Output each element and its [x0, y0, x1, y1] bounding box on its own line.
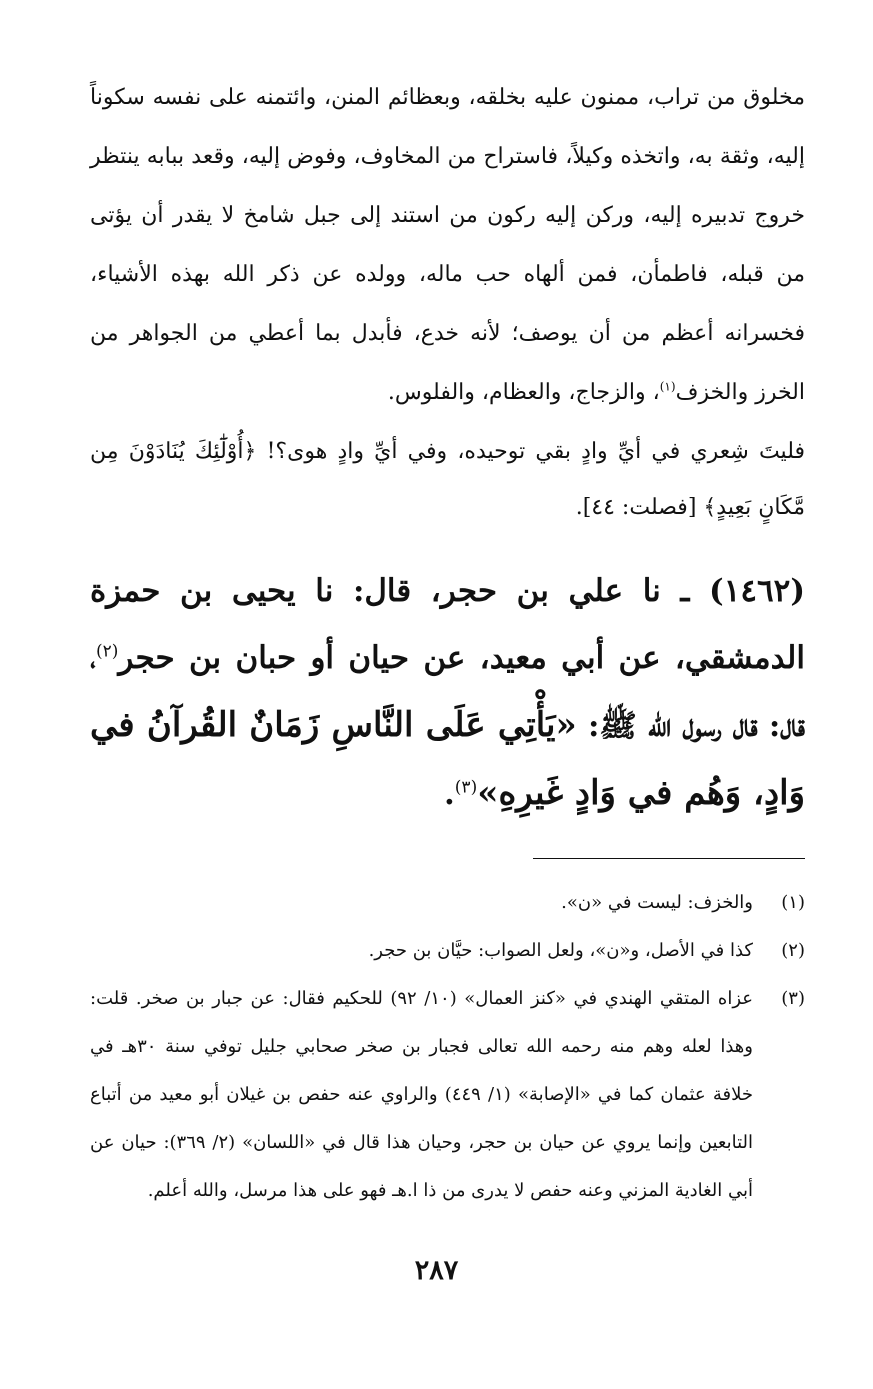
commentary-text: مخلوق من تراب، ممنون عليه بخلقه، وبعظائم المنن، وائتمنه على نفسه سكوناً إليه، وثقة به، واتخذه وكيلاً، فاستراح من المخاوف، وفوض إليه، وقعد ببابه ينتظر خروج تدبيره إليه، وركن إليه ركون من استند إلى جبل شامخ لا يقدر أن يؤتى من قبله، فاطمأن، فمن ألهاه حب ماله، وولده عن ذكر الله بهذه الأشياء، فخسرانه أعظم من أن يوصف؛ لأنه خدع، فأبدل بما أعطي من الجواهر من الخرز والخزف: [90, 85, 805, 405]
footnote-text: كذا في الأصل، و«ن»، ولعل الصواب: حيَّان بن حجر.: [368, 940, 753, 961]
footnote-ref-1: (١): [659, 379, 676, 394]
page-number: ٢٨٧: [414, 1255, 459, 1286]
footnote-ref-2: (٢): [95, 641, 119, 662]
hadith-attribution: ، قال: قال رسول الله ﷺ:: [90, 640, 805, 744]
hadith-end: .: [443, 776, 455, 812]
commentary-text-end: ، والزجاج، والعظام، والفلوس.: [387, 380, 660, 405]
hadith-chain: (١٤٦٢) ـ نا علي بن حجر، قال: نا يحيى بن حمزة الدمشقي، عن أبي معيد، عن حيان أو حبان بن حجر: [90, 573, 805, 676]
commentary-paragraph: [90, 68, 805, 422]
footnote-ref-3: (٣): [454, 777, 478, 798]
footnote-3: [90, 975, 805, 1215]
footnote-separator: [533, 858, 805, 859]
commentary-section: [90, 68, 805, 536]
hadith-text: «يَأْتِي عَلَى النَّاسِ زَمَانٌ القُرآنُ في وَادٍ، وَهُم في وَادٍ غَيرِهِ»: [90, 705, 805, 813]
footnote-number: (٢): [781, 940, 805, 961]
footnote-text: والخزف: ليست في «ن».: [561, 892, 753, 913]
footnote-2: [90, 927, 805, 975]
footnote-number: (١): [781, 892, 805, 913]
hadith-block: [90, 558, 805, 828]
footnote-1: [90, 879, 805, 927]
footnote-number: (٣): [781, 988, 805, 1009]
footnote-text: عزاه المتقي الهندي في «كنز العمال» (١٠/ ٩٢) للحكيم فقال: عن جبار بن صخر. قلت: وهذا لعله وهم منه رحمه الله تعالى فجبار بن صخر صحابي جليل توفي سنة ٣٠هـ في خلافة عثمان كما في «الإصابة» (١/ ٤٤٩) والراوي عنه حفص بن غيلان أبو معيد من أتباع التابعين وإنما يروي عن حيان بن حجر، وحيان هذا قال في «اللسان» (٢/ ٣٦٩): حيان عن أبي الغادية المزني وعنه حفص لا يدرى من ذا ا.هـ فهو على هذا مرسل، والله أعلم.: [90, 988, 754, 1201]
page-body: [90, 68, 805, 1215]
commentary-paragraph-quran: فليتَ شِعري في أيِّ وادٍ بقي توحيده، وفي أيِّ وادٍ هوى؟! ﴿أُوْلَٰٓئِكَ يُنَادَوْنَ مِن مَّكَانٍ بَعِيدٍ﴾ [فصلت: ٤٤].: [90, 439, 805, 520]
footnotes: [90, 879, 805, 1215]
